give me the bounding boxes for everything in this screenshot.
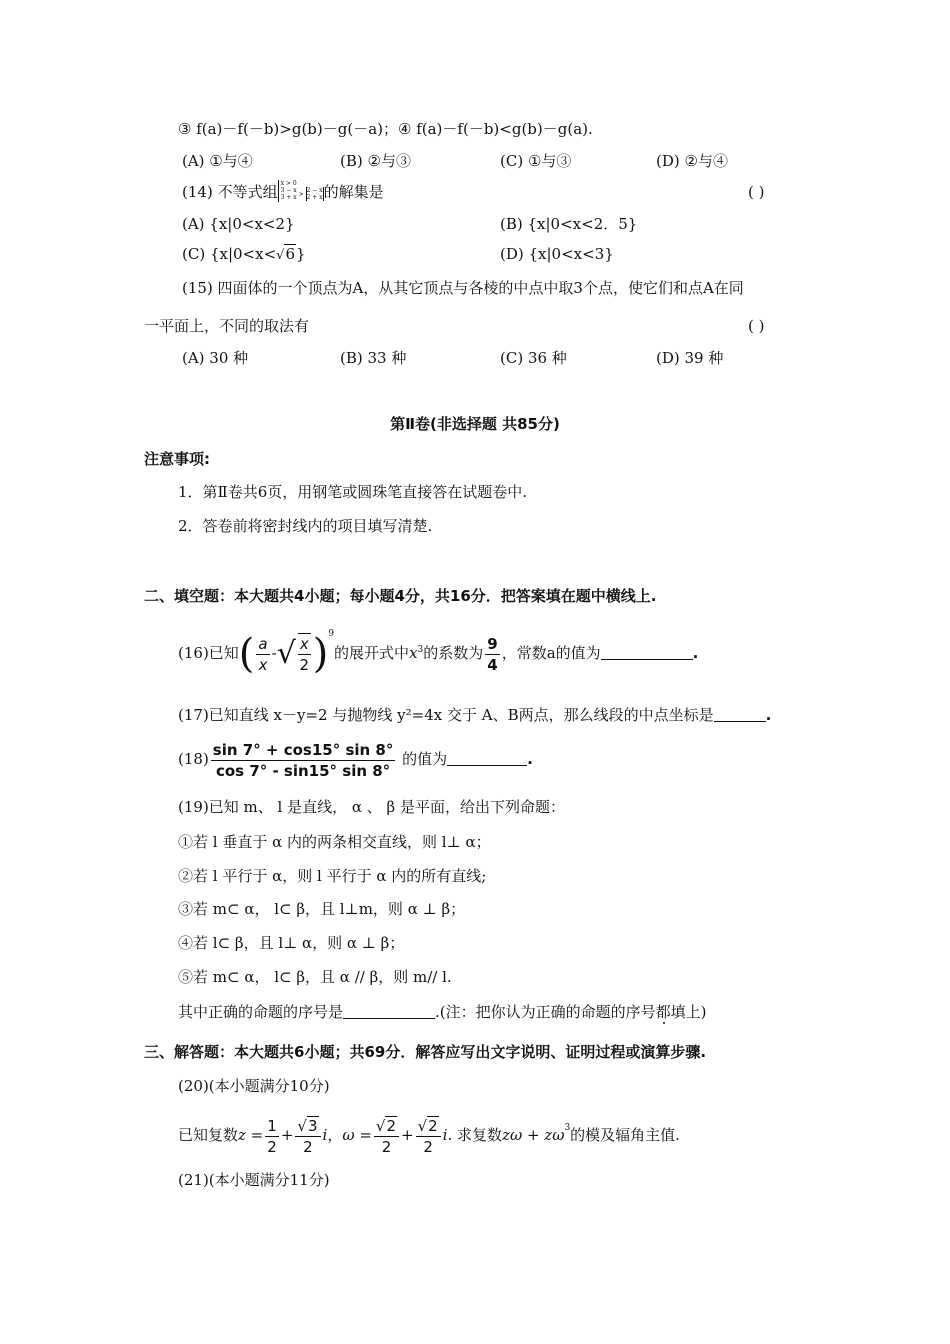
q14-sys-top: x > 0 [280, 180, 297, 187]
q14-inequality-system: x > 0 3 − x 3 + x > 2 − x 2 + x [278, 180, 324, 202]
q20-expression: zω + zω [502, 1126, 565, 1144]
q15-stem-line1: (15) 四面体的一个顶点为A，从其它顶点与各棱的中点中取3个点，使它们和点A在同 [182, 279, 744, 297]
q15-answer-paren: ( ) [748, 317, 765, 335]
q20-frac-sqrt2-a: $\frac{√2}{2}$ [374, 1116, 399, 1157]
q17-answer-blank[interactable] [714, 707, 766, 722]
q16-frac-coef: $\frac{9}{4}$ [487, 634, 498, 674]
q14-c-sqrt: 6 [285, 245, 295, 263]
q14-choice-c: (C) {x|0<x<√6} [182, 245, 306, 263]
q15-stem-line2: 一平面上，不同的取法有 [144, 317, 310, 335]
q20-frac-sqrt2-b: $\frac{√2}{2}$ [416, 1116, 441, 1157]
q16-answer-blank[interactable] [601, 645, 693, 660]
q19-prop-2: ②若 l 平行于 α，则 l 平行于 α 内的所有直线; [178, 867, 487, 885]
q14-text-pre: 不等式组 [217, 183, 278, 201]
q16-stem: (16)已知( $\frac{a}{x}$ -√ $\frac{x}{2}$ )$^9$的展开式中$x^3$的系数为 $\frac{9}{4}$ ，常数a的值为 . [178, 629, 699, 677]
q18-stem: (18) $\frac{\sin 7^\circ + \cos 15^\circ \sin 8^\circ}{\cos 7^\circ - \sin 15^\circ \sin 8^\circ}$ 的值为 . [178, 740, 533, 780]
q15-choice-b: (B) 33 种 [340, 349, 407, 367]
q19-prop-1: ①若 l 垂直于 α 内的两条相交直线，则 l⊥ α； [178, 833, 491, 851]
q16-frac-sqrt: $\frac{x}{2}$ [299, 635, 310, 674]
part2-title: 第Ⅱ卷(非选择题 共85分) [390, 415, 560, 433]
notice-title: 注意事项: [144, 450, 210, 468]
q14-number: (14) [182, 183, 213, 201]
q13-choice-d: (D) ②与④ [656, 152, 728, 170]
q18-fraction: $\frac{\sin 7^\circ + \cos 15^\circ \sin 8^\circ}{\cos 7^\circ - \sin 15^\circ \sin 8^\circ}$ [212, 740, 394, 780]
q19-answer-line: 其中正确的命题的序号是 .(注：把你认为正确的命题的序号都填上) [178, 1003, 707, 1021]
q14-sys-abs: 2 − x 2 + x [306, 187, 323, 201]
q20-frac-sqrt3: $\frac{√3}{2}$ [295, 1116, 320, 1157]
q16-exponent: 9 [328, 629, 335, 639]
q21-header: (21)(本小题满分11分) [178, 1171, 330, 1189]
q13-choice-a: (A) ①与④ [182, 152, 253, 170]
q19-prop-4: ④若 l⊂ β，且 l⊥ α，则 α ⊥ β； [178, 934, 405, 952]
q14-choice-d: (D) {x|0<x<3} [500, 245, 614, 263]
q13-choice-b: (B) ②与③ [340, 152, 411, 170]
q15-choice-d: (D) 39 种 [656, 349, 724, 367]
notice-item-2: 2．答卷前将密封线内的项目填写清楚. [178, 517, 433, 535]
q15-choice-a: (A) 30 种 [182, 349, 249, 367]
q13-option-line: ③ f(a)－f(－b)>g(b)－g(－a)；④ f(a)－f(－b)<g(b)－g(a). [178, 120, 593, 138]
q13-choice-c: (C) ①与③ [500, 152, 572, 170]
q16-frac-a-over-x: $\frac{a}{x}$ [258, 634, 268, 674]
q20-header: (20)(本小题满分10分) [178, 1077, 330, 1095]
q14-answer-paren: ( ) [748, 183, 765, 201]
section2-title: 二、填空题：本大题共4小题；每小题4分，共16分．把答案填在题中横线上. [144, 587, 657, 605]
q14-sys-bottom: 3 − x 3 + x [280, 187, 297, 201]
q15-choice-c: (C) 36 种 [500, 349, 567, 367]
q18-answer-blank[interactable] [447, 751, 527, 766]
q19-intro: (19)已知 m、 l 是直线， α 、 β 是平面，给出下列命题： [178, 798, 565, 816]
notice-item-1: 1．第Ⅱ卷共6页，用钢笔或圆珠笔直接答在试题卷中. [178, 483, 528, 501]
section3-title: 三、解答题：本大题共6小题；共69分．解答应写出文字说明、证明过程或演算步骤. [144, 1043, 707, 1061]
q14-text-post: 的解集是 [323, 183, 384, 201]
q19-answer-blank[interactable] [343, 1004, 435, 1019]
q19-prop-5: ⑤若 m⊂ α， l⊂ β，且 α // β，则 m// l. [178, 968, 452, 986]
q20-frac-1: $\frac{1}{2}$ [267, 1116, 277, 1156]
q20-stem: 已知复数z = $\frac{1}{2}$ + $\frac{√3}{2}$ i，ω = $\frac{√2}{2}$ + $\frac{√2}{2}$ i. 求复数$z\omega + z\omega^3$的模及辐角主值. [178, 1116, 680, 1156]
q14-choice-a: (A) {x|0<x<2} [182, 215, 295, 233]
q14-stem [182, 182, 384, 204]
q19-prop-3: ③若 m⊂ α， l⊂ β，且 l⊥m，则 α ⊥ β； [178, 900, 466, 918]
q14-choice-b: (B) {x|0<x<2．5} [500, 215, 638, 233]
q17-stem: (17)已知直线 x－y=2 与抛物线 y²=4x 交于 A、B两点，那么线段的中点坐标是 . [178, 706, 772, 724]
